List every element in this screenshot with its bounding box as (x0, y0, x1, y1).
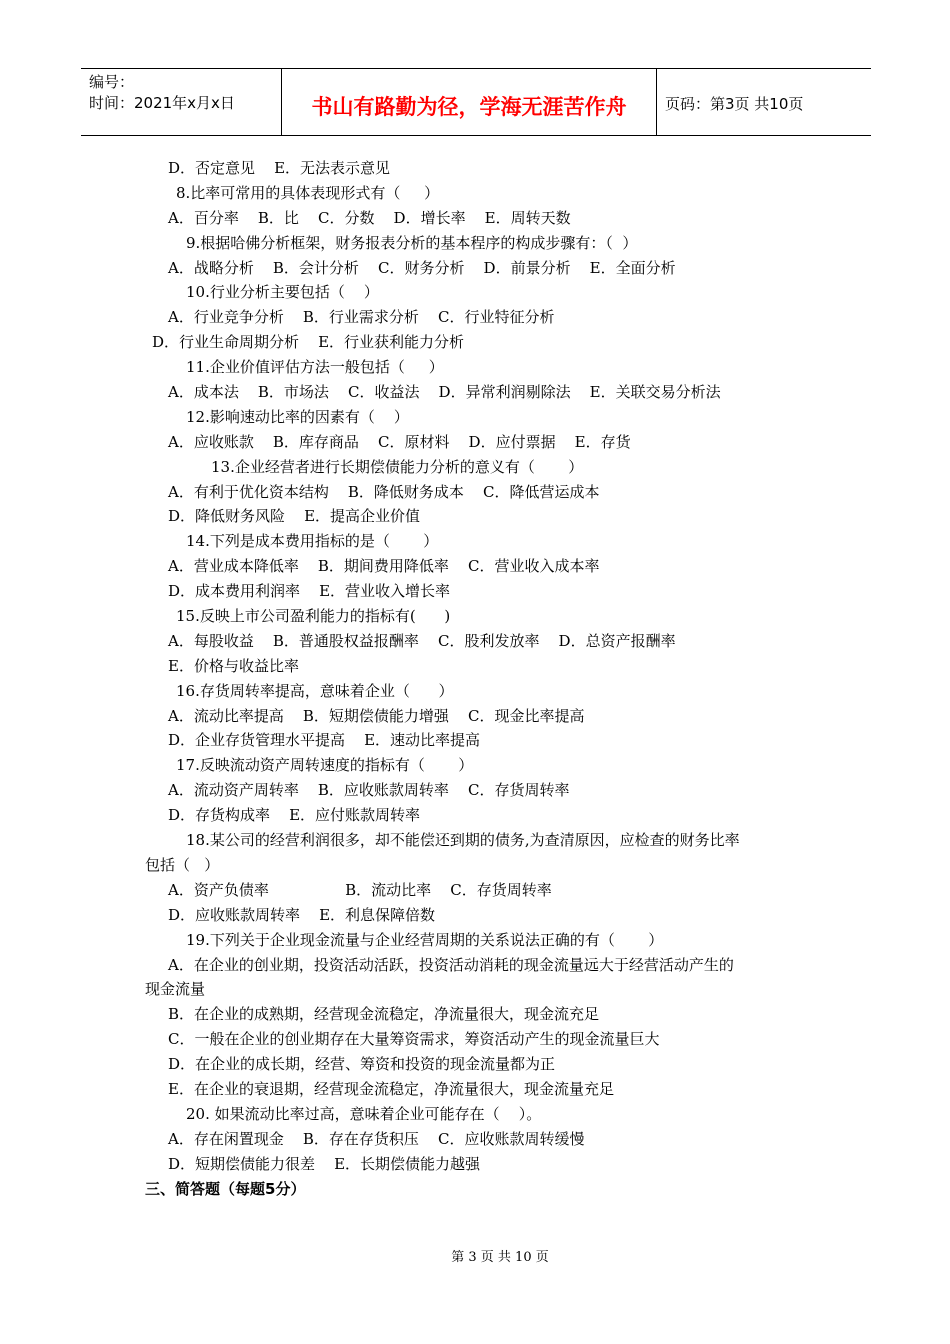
question-line: D．企业存货管理水平提高 E．速动比率提高 (168, 731, 481, 750)
header-page-number: 页码：第3页 共10页 (665, 94, 804, 113)
question-line: A．战略分析 B．会计分析 C．财务分析 D．前景分析 E．全面分析 (168, 258, 676, 277)
question-line: A．应收账款 B．库存商品 C．原材料 D．应付票据 E．存货 (168, 432, 631, 451)
question-line: D．应收账款周转率 E．利息保障倍数 (168, 905, 436, 924)
question-line: A．资产负债率 B．流动比率 C．存货周转率 (168, 880, 552, 899)
question-line: 13.企业经营者进行长期偿债能力分析的意义有（ ） (211, 457, 584, 476)
question-line: 20. 如果流动比率过高，意味着企业可能存在（ ）。 (186, 1104, 542, 1123)
question-line: E．在企业的衰退期，经营现金流稳定，净流量很大，现金流量充足 (168, 1079, 614, 1098)
question-line: B．在企业的成熟期，经营现金流稳定，净流量很大，现金流充足 (168, 1005, 600, 1024)
question-line: A．存在闲置现金 B．存在存货积压 C．应收账款周转缓慢 (168, 1129, 585, 1148)
header-number: 编号： (89, 73, 135, 91)
question-line: A．流动资产周转率 B．应收账款周转率 C．存货周转率 (168, 781, 570, 800)
question-line: E．价格与收益比率 (168, 656, 299, 675)
question-line: C．一般在企业的创业期存在大量筹资需求，筹资活动产生的现金流量巨大 (168, 1030, 660, 1049)
question-line: 包括（ ） (145, 855, 220, 874)
question-line: 9.根据哈佛分析框架，财务报表分析的基本程序的构成步骤有：（ ） (186, 233, 638, 252)
question-line: D．降低财务风险 E．提高企业价值 (168, 507, 421, 526)
question-line: A．百分率 B．比 C．分数 D．增长率 E．周转天数 (168, 208, 571, 227)
header-time: 时间：2021年x月x日 (89, 94, 235, 112)
question-line: 19.下列关于企业现金流量与企业经营周期的关系说法正确的有（ ） (186, 930, 664, 949)
question-line: 8.比率可常用的具体表现形式有（ ） (176, 183, 440, 202)
question-line: D．存货构成率 E．应付账款周转率 (168, 806, 421, 825)
question-line: 10.行业分析主要包括（ ） (186, 283, 379, 302)
document-body (0, 156, 950, 1201)
header-motto: 书山有路勤为径，学海无涯苦作舟 (282, 69, 657, 135)
page-header (81, 68, 871, 136)
question-line: 现金流量 (145, 980, 206, 999)
question-line: A．有利于优化资本结构 B．降低财务成本 C．降低营运成本 (168, 482, 600, 501)
question-line: 12.影响速动比率的因素有（ ） (186, 407, 409, 426)
question-line: 16.存货周转率提高，意味着企业（ ） (176, 681, 454, 700)
question-line: D．行业生命周期分析 E．行业获利能力分析 (152, 333, 465, 352)
question-line: 11.企业价值评估方法一般包括（ ） (186, 358, 444, 377)
page-footer: 第 3 页 共 10 页 (451, 1250, 549, 1265)
question-line: D．短期偿债能力很差 E．长期偿债能力越强 (168, 1154, 481, 1173)
section-heading: 三、简答题（每题5分） (145, 1179, 306, 1198)
question-line: A．营业成本降低率 B．期间费用降低率 C．营业收入成本率 (168, 557, 600, 576)
question-line: 14.下列是成本费用指标的是（ ） (186, 532, 439, 551)
question-line: A．流动比率提高 B．短期偿债能力增强 C．现金比率提高 (168, 706, 585, 725)
header-info-cell (81, 69, 282, 135)
question-line: A．在企业的创业期，投资活动活跃，投资活动消耗的现金流量远大于经营活动产生的 (168, 955, 734, 974)
question-line: D．在企业的成长期，经营、筹资和投资的现金流量都为正 (168, 1055, 556, 1074)
question-line: D．否定意见 E．无法表示意见 (168, 159, 391, 177)
question-line: 17.反映流动资产周转速度的指标有（ ） (176, 756, 474, 775)
question-line: 15.反映上市公司盈利能力的指标有( ) (176, 607, 451, 626)
question-line: A．成本法 B．市场法 C．收益法 D．异常利润剔除法 E．关联交易分析法 (168, 383, 721, 402)
question-line: A．行业竞争分析 B．行业需求分析 C．行业特征分析 (168, 308, 555, 327)
question-line: D．成本费用利润率 E．营业收入增长率 (168, 582, 451, 601)
question-line: A．每股收益 B．普通股权益报酬率 C．股利发放率 D．总资产报酬率 (168, 631, 676, 650)
question-line: 18.某公司的经营利润很多，却不能偿还到期的债务,为查清原因，应检查的财务比率 (186, 831, 740, 850)
